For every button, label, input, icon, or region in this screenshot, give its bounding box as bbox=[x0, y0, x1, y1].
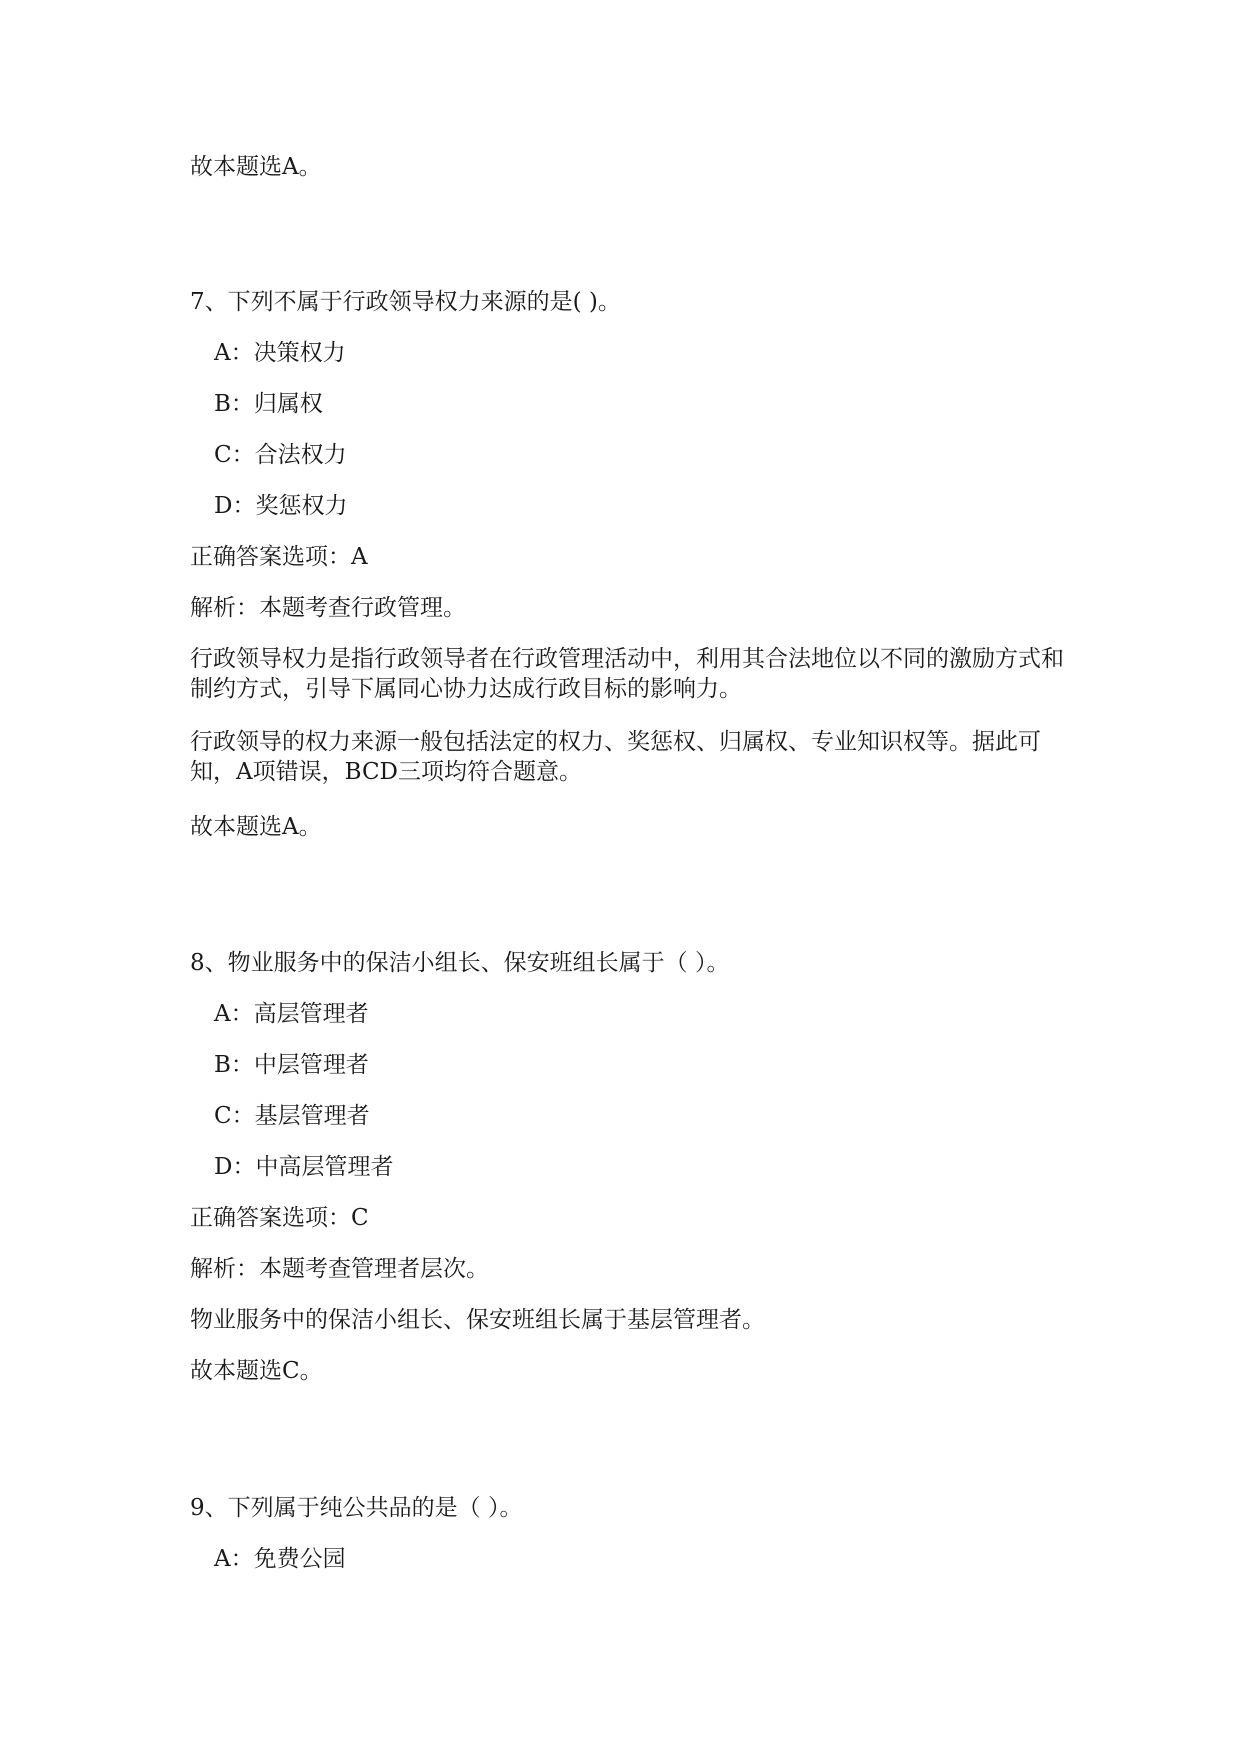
question-7-conclusion: 故本题选A。 bbox=[190, 814, 322, 840]
question-8-conclusion: 故本题选C。 bbox=[190, 1358, 323, 1384]
question-8-analysis-intro: 解析：本题考查管理者层次。 bbox=[190, 1256, 489, 1282]
question-7-analysis-p2: 行政领导的权力来源一般包括法定的权力、奖惩权、归属权、专业知识权等。据此可知，A项错误，BCD三项均符合题意。 bbox=[190, 729, 1041, 785]
question-8-option-b: B：中层管理者 bbox=[214, 1052, 369, 1078]
question-7-analysis-intro: 解析：本题考查行政管理。 bbox=[190, 595, 466, 621]
question-7-answer: 正确答案选项：A bbox=[190, 544, 368, 570]
question-8-analysis-p1: 物业服务中的保洁小组长、保安班组长属于基层管理者。 bbox=[190, 1307, 765, 1333]
question-8-option-c: C：基层管理者 bbox=[214, 1103, 370, 1129]
prev-conclusion: 故本题选A。 bbox=[190, 154, 322, 180]
question-7-option-c: C：合法权力 bbox=[214, 442, 347, 468]
question-7-analysis-p1: 行政领导权力是指行政领导者在行政管理活动中，利用其合法地位以不同的激励方式和制约方式，引导下属同心协力达成行政目标的影响力。 bbox=[190, 646, 1064, 702]
question-8-option-d: D：中高层管理者 bbox=[214, 1154, 394, 1180]
question-8-text: 8、物业服务中的保洁小组长、保安班组长属于（ ）。 bbox=[190, 950, 730, 976]
question-7-option-d: D：奖惩权力 bbox=[214, 493, 348, 519]
question-8-option-a: A：高层管理者 bbox=[214, 1001, 369, 1027]
question-9-option-a: A：免费公园 bbox=[214, 1546, 346, 1572]
question-8-answer: 正确答案选项：C bbox=[190, 1205, 369, 1231]
question-7-text: 7、下列不属于行政领导权力来源的是( )。 bbox=[190, 289, 621, 315]
question-7-option-b: B：归属权 bbox=[214, 391, 323, 417]
question-7-option-a: A：决策权力 bbox=[214, 340, 346, 366]
question-9-text: 9、下列属于纯公共品的是（ ）。 bbox=[190, 1495, 523, 1521]
